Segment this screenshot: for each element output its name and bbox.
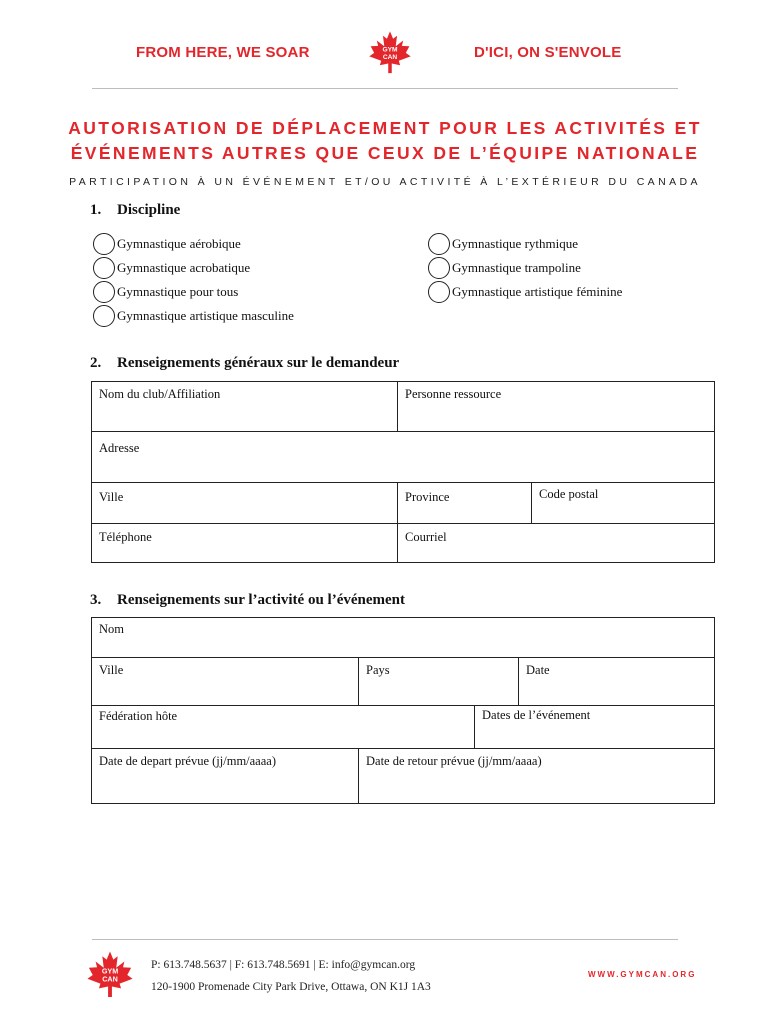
section-title: Renseignements sur l’activité ou l’événement — [117, 592, 406, 608]
tagline-french: D'ICI, ON S'ENVOLE — [474, 44, 622, 61]
footer-address: 120-1900 Promenade City Park Drive, Ottawa, ON K1J 1A3 — [151, 981, 431, 993]
province-field[interactable] — [397, 482, 532, 524]
section-number: 2. — [90, 355, 102, 371]
footer-website-link[interactable]: WWW.GYMCAN.ORG — [588, 970, 697, 979]
field-label: Nom — [99, 622, 124, 636]
section-discipline-heading — [90, 202, 180, 219]
radio-circle[interactable] — [93, 233, 115, 255]
radio-circle[interactable] — [93, 281, 115, 303]
event-name-field[interactable] — [91, 617, 715, 658]
discipline-option-mens-artistic[interactable] — [93, 305, 294, 327]
option-label: Gymnastique acrobatique — [117, 260, 251, 275]
field-label: Date de depart prévue (jj/mm/aaaa) — [99, 754, 276, 768]
discipline-option-womens-artistic[interactable] — [428, 281, 622, 303]
radio-circle[interactable] — [93, 305, 115, 327]
field-label: Téléphone — [99, 530, 152, 544]
return-date-field[interactable] — [358, 748, 715, 804]
field-label: Nom du club/Affiliation — [99, 387, 221, 401]
section-title: Discipline — [117, 202, 181, 218]
field-label: Date de retour prévue (jj/mm/aaaa) — [366, 754, 542, 768]
document-title-line-2: ÉVÉNEMENTS AUTRES QUE CEUX DE L’ÉQUIPE NATIONALE — [70, 143, 700, 163]
event-city-field[interactable] — [91, 657, 359, 706]
field-label: Code postal — [539, 487, 599, 501]
event-country-field[interactable] — [358, 657, 519, 706]
club-affiliation-field[interactable] — [91, 381, 398, 432]
discipline-option-aerobic[interactable] — [93, 233, 241, 255]
postal-code-field[interactable] — [531, 482, 715, 524]
gymcan-logo — [368, 30, 412, 74]
event-date-field[interactable] — [518, 657, 715, 706]
option-label: Gymnastique rythmique — [452, 236, 579, 251]
email-field[interactable] — [397, 523, 715, 563]
discipline-option-trampoline[interactable] — [428, 257, 581, 279]
field-label: Fédération hôte — [99, 709, 178, 723]
discipline-option-acrobatic[interactable] — [93, 257, 250, 279]
radio-circle[interactable] — [428, 233, 450, 255]
option-label: Gymnastique artistique masculine — [117, 308, 294, 323]
discipline-option-for-all[interactable] — [93, 281, 238, 303]
field-label: Personne ressource — [405, 387, 502, 401]
document-title-line-1: AUTORISATION DE DÉPLACEMENT POUR LES ACTIVITÉS ET — [68, 118, 702, 138]
event-dates-field[interactable] — [474, 705, 715, 749]
host-federation-field[interactable] — [91, 705, 475, 749]
field-label: Date — [526, 663, 550, 677]
section-title: Renseignements généraux sur le demandeur — [117, 355, 400, 371]
footer-contact-info: P: 613.748.5637 | F: 613.748.5691 | E: info@gymcan.org — [151, 959, 416, 971]
field-label: Ville — [99, 490, 124, 504]
footer-divider — [92, 939, 678, 940]
field-label: Adresse — [99, 441, 140, 455]
option-label: Gymnastique aérobique — [117, 236, 241, 251]
tagline-english: FROM HERE, WE SOAR — [136, 44, 310, 61]
discipline-option-rhythmic[interactable] — [428, 233, 578, 255]
field-label: Province — [405, 490, 450, 504]
field-label: Pays — [366, 663, 390, 677]
field-label: Courriel — [405, 530, 447, 544]
radio-circle[interactable] — [428, 281, 450, 303]
contact-person-field[interactable] — [397, 381, 715, 432]
section-event-heading — [90, 592, 405, 609]
gymcan-footer-logo — [86, 950, 134, 998]
phone-field[interactable] — [91, 523, 398, 563]
logo-text-bottom: CAN — [102, 974, 118, 984]
logo-text-top: GYM — [101, 966, 119, 976]
section-number: 3. — [90, 592, 102, 608]
departure-date-field[interactable] — [91, 748, 359, 804]
logo-text-bottom: CAN — [382, 54, 398, 62]
document-subtitle: PARTICIPATION À UN ÉVÉNEMENT ET/OU ACTIVITÉ À L’EXTÉRIEUR DU CANADA — [69, 176, 701, 188]
radio-circle[interactable] — [428, 257, 450, 279]
option-label: Gymnastique artistique féminine — [452, 284, 623, 299]
logo-text-top: GYM — [382, 46, 398, 54]
applicant-city-field[interactable] — [91, 482, 398, 524]
option-label: Gymnastique pour tous — [117, 284, 239, 299]
section-applicant-heading — [90, 355, 399, 372]
field-label: Ville — [99, 663, 124, 677]
field-label: Dates de l’événement — [482, 708, 591, 722]
section-number: 1. — [90, 202, 102, 218]
radio-circle[interactable] — [93, 257, 115, 279]
address-field[interactable] — [91, 431, 715, 483]
option-label: Gymnastique trampoline — [452, 260, 581, 275]
header-divider — [92, 88, 678, 89]
